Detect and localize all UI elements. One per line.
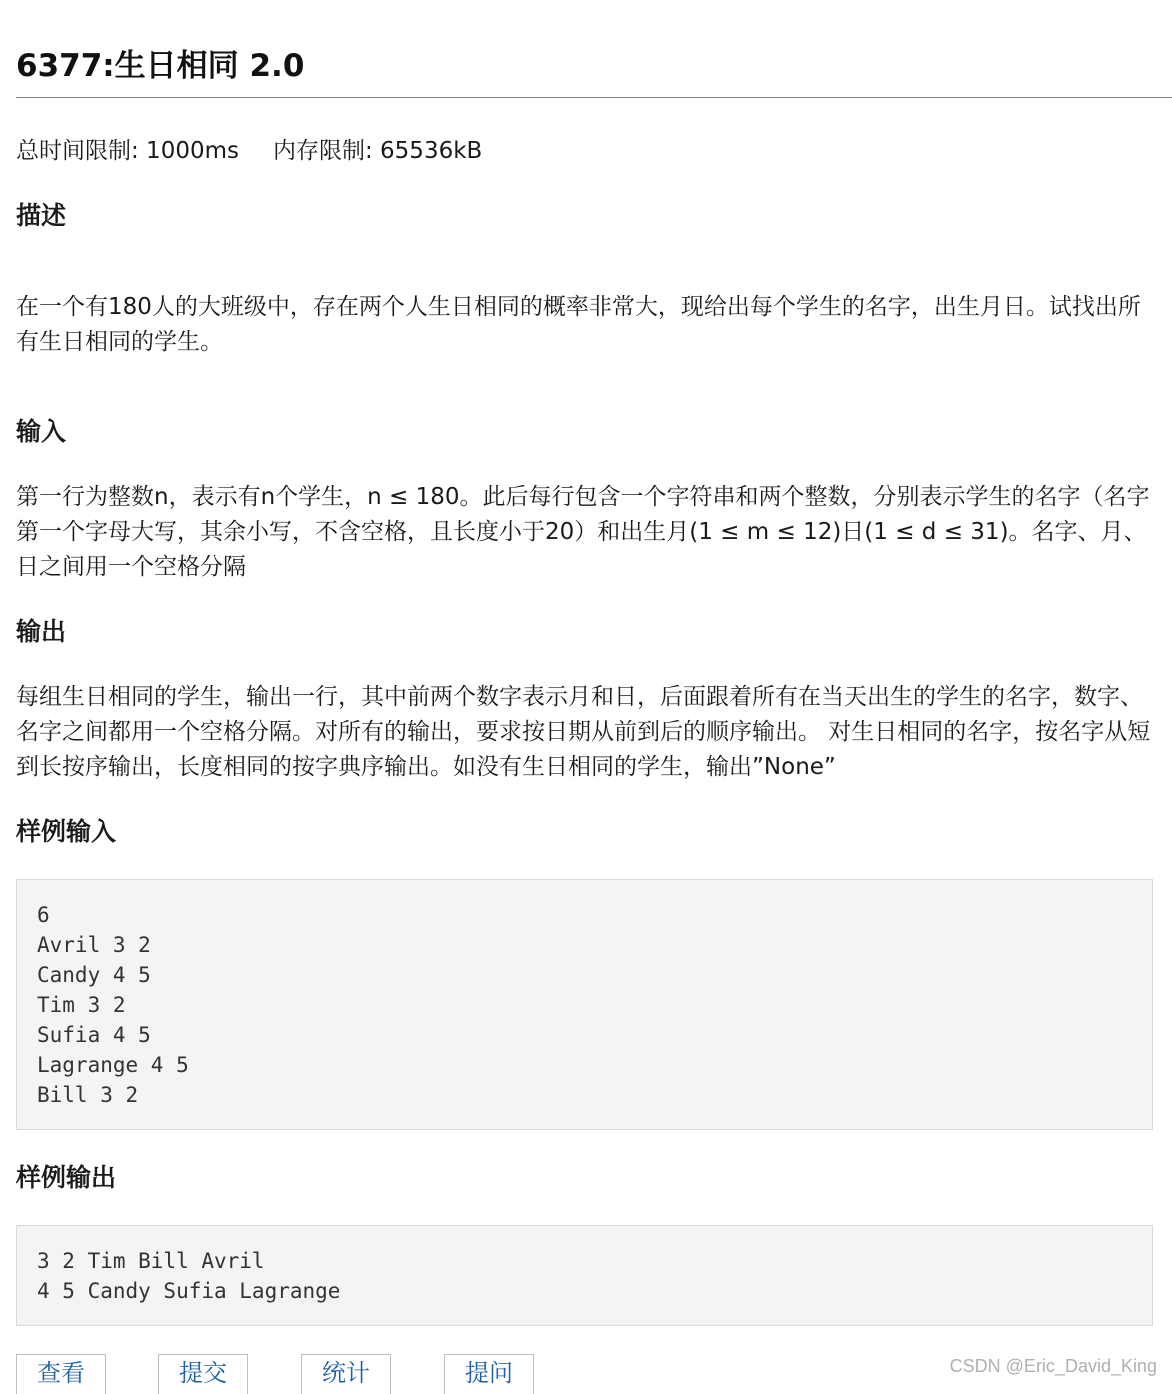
sample-output-line: 4 5 Candy Sufia Lagrange [37, 1279, 341, 1303]
sample-input-line: Candy 4 5 [37, 963, 151, 987]
limits-line [16, 134, 482, 168]
sample-input-line: Sufia 4 5 [37, 1023, 151, 1047]
description-text: 在一个有180人的大班级中，存在两个人生日相同的概率非常大，现给出每个学生的名字，出生月日。试找出所有生日相同的学生。 [16, 294, 1141, 355]
title-divider [16, 97, 1172, 98]
description-heading: 描述 [16, 201, 67, 230]
output-heading: 输出 [16, 617, 67, 646]
sample-input-line: 6 [37, 903, 50, 927]
problem-title: 6377:生日相同 2.0 [16, 48, 305, 84]
input-heading: 输入 [16, 417, 67, 446]
stats-button[interactable]: 统计 [301, 1354, 391, 1394]
memory-limit: 内存限制: 65536kB [272, 138, 483, 164]
sample-input-line: Lagrange 4 5 [37, 1053, 189, 1077]
sample-input-line: Avril 3 2 [37, 933, 151, 957]
sample-output-heading: 样例输出 [16, 1163, 117, 1192]
output-text: 每组生日相同的学生，输出一行，其中前两个数字表示月和日，后面跟着所有在当天出生的学生的名字，数字、名字之间都用一个空格分隔。对所有的输出，要求按日期从前到后的顺序输出。 对生日相同的名字，按名字从短到长按序输出，长度相同的按字典序输出。如没有生日相同的学生，输出”None” [16, 684, 1151, 780]
csdn-watermark: CSDN @Eric_David_King [949, 1356, 1157, 1376]
time-limit: 总时间限制: 1000ms [16, 138, 239, 164]
sample-input-heading: 样例输入 [16, 817, 117, 846]
sample-output-box [16, 1225, 1153, 1326]
sample-input-box [16, 879, 1153, 1130]
ask-button[interactable]: 提问 [444, 1354, 534, 1394]
input-text: 第一行为整数n，表示有n个学生，n ≤ 180。此后每行包含一个字符串和两个整数，分别表示学生的名字（名字第一个字母大写，其余小写，不含空格，且长度小于20）和出生月(1 ≤ m ≤ 12)日(1 ≤ d ≤ 31)。名字、月、日之间用一个空格分隔 [16, 484, 1150, 580]
sample-input-line: Bill 3 2 [37, 1083, 139, 1107]
sample-output-line: 3 2 Tim Bill Avril [37, 1249, 265, 1273]
submit-button[interactable]: 提交 [158, 1354, 248, 1394]
view-button[interactable]: 查看 [16, 1354, 106, 1394]
sample-input-line: Tim 3 2 [37, 993, 126, 1017]
